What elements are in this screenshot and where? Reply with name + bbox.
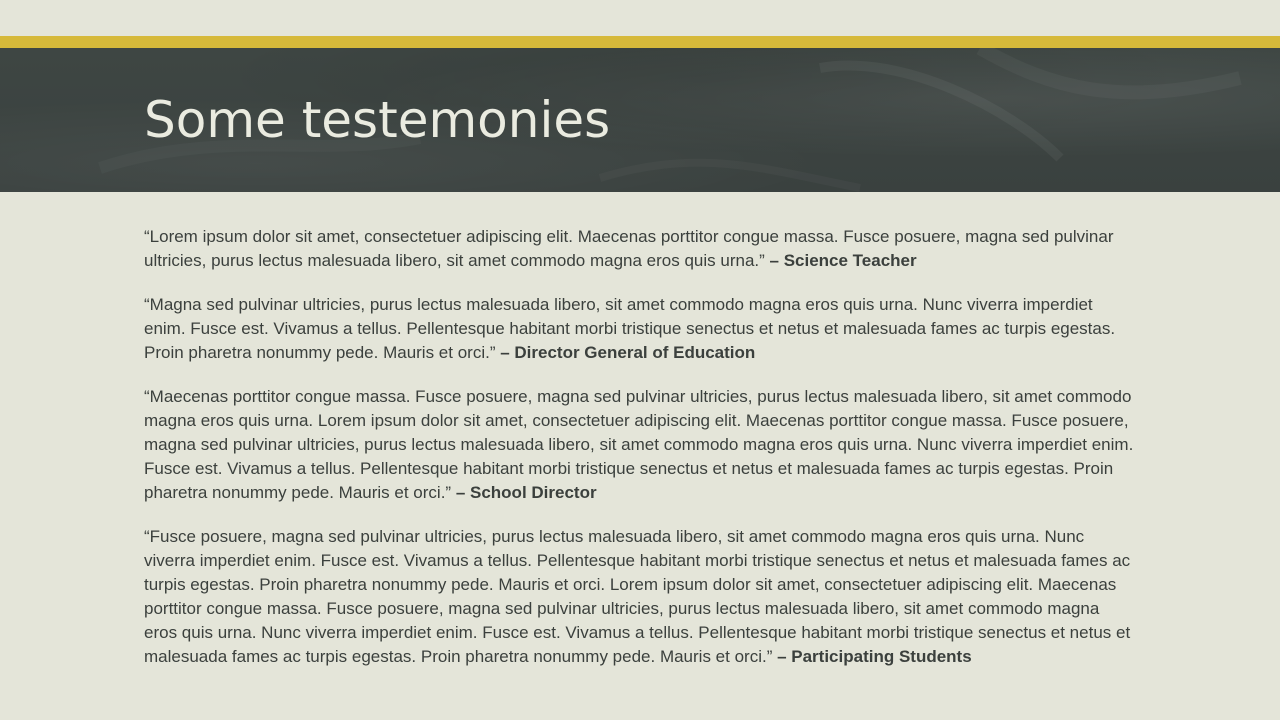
testimonials-body [144, 225, 1136, 689]
testimonial-quote: “Lorem ipsum dolor sit amet, consectetuer adipiscing elit. Maecenas porttitor congue massa. Fusce posuere, magna sed pulvinar ultricies, purus lectus malesuada libero, sit amet commodo magna eros quis urna.” [144, 227, 1114, 270]
testimonial [144, 293, 1136, 365]
title-band [0, 48, 1280, 192]
testimonial-quote: “Magna sed pulvinar ultricies, purus lectus malesuada libero, sit amet commodo magna eros quis urna. Nunc viverra imperdiet enim. Fusce est. Vivamus a tellus. Pellentesque habitant morbi tristique senectus et netus et malesuada fames ac turpis egestas. Proin pharetra nonummy pede. Mauris et orci.” [144, 295, 1116, 362]
testimonial-quote: “Maecenas porttitor congue massa. Fusce posuere, magna sed pulvinar ultricies, purus lectus malesuada libero, sit amet commodo magna eros quis urna. Lorem ipsum dolor sit amet, consectetuer adipiscing elit. Maecenas porttitor congue massa. Fusce posuere, magna sed pulvinar ultricies, purus lectus malesuada libero, sit amet commodo magna eros quis urna. Nunc viverra imperdiet enim. Fusce est. Vivamus a tellus. Pellentesque habitant morbi tristique senectus et netus et malesuada fames ac turpis egestas. Proin pharetra nonummy pede. Mauris et orci.” [144, 387, 1134, 502]
testimonial [144, 225, 1136, 273]
testimonial-author: – Science Teacher [764, 251, 917, 270]
testimonial-quote: “Fusce posuere, magna sed pulvinar ultricies, purus lectus malesuada libero, sit amet commodo magna eros quis urna. Nunc viverra imperdiet enim. Fusce est. Vivamus a tellus. Pellentesque habitant morbi tristique senectus et netus et malesuada fames ac turpis egestas. Proin pharetra nonummy pede. Mauris et orci. Lorem ipsum dolor sit amet, consectetuer adipiscing elit. Maecenas porttitor congue massa. Fusce posuere, magna sed pulvinar ultricies, purus lectus malesuada libero, sit amet commodo magna eros quis urna. Nunc viverra imperdiet enim. Fusce est. Vivamus a tellus. Pellentesque habitant morbi tristique senectus et netus et malesuada fames ac turpis egestas. Proin pharetra nonummy pede. Mauris et orci.” [144, 527, 1131, 666]
testimonial-author: – Director General of Education [495, 343, 756, 362]
slide-title: Some testemonies [144, 91, 611, 149]
testimonial-author: – School Director [451, 483, 597, 502]
testimonial [144, 385, 1136, 505]
accent-bar [0, 36, 1280, 48]
testimonial [144, 525, 1136, 669]
testimonial-author: – Participating Students [772, 647, 972, 666]
top-margin-strip [0, 0, 1280, 36]
